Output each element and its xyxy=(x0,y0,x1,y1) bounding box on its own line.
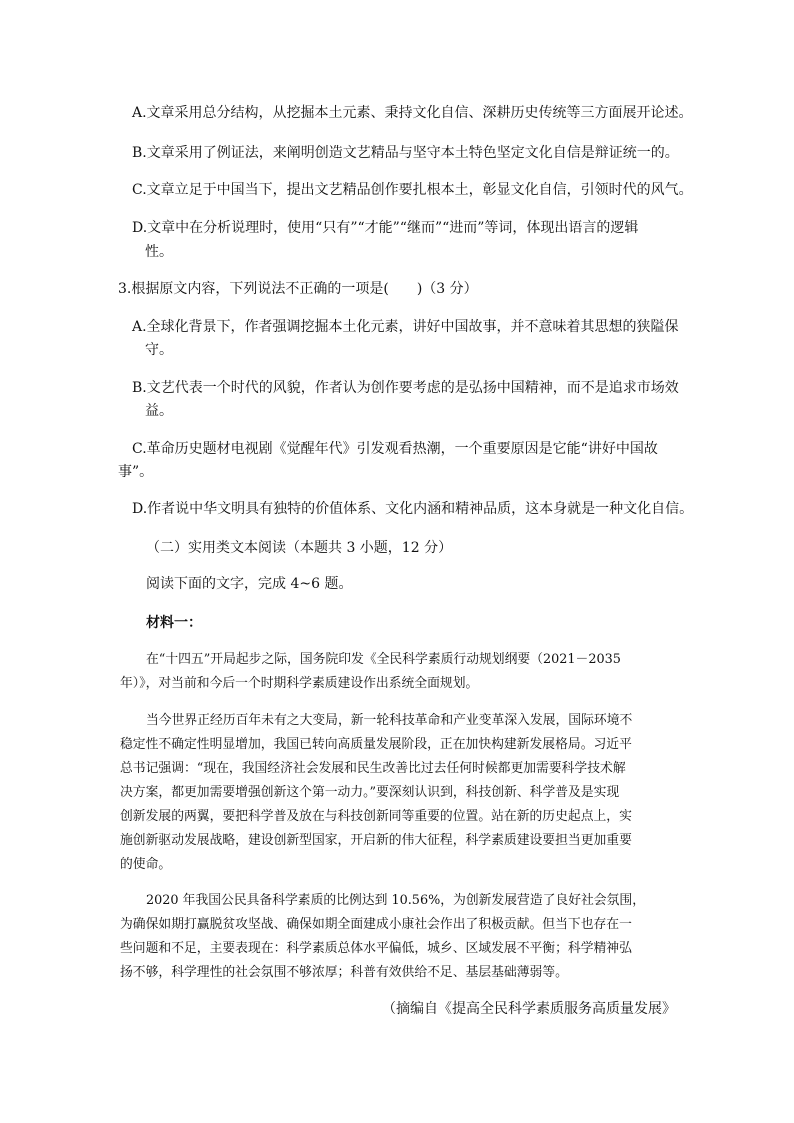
reading-instruction: 阅读下面的文字，完成 4~6 题。 xyxy=(146,576,353,592)
material1-p2-line5: 创新发展的两翼，要把科学普及放在与科技创新同等重要的位置。站在新的历史起点上，实 xyxy=(120,809,632,824)
q3-stem: 3.根据原文内容，下列说法不正确的一项是( )（3 分） xyxy=(118,281,478,297)
material1-source: （摘编自《提高全民科学素质服务高质量发展》 xyxy=(382,1001,676,1017)
material1-p3-line4: 扬不够，科学理性的社会氛围不够浓厚；科普有效供给不足、基层基础薄弱等。 xyxy=(120,965,568,980)
q2-option-c: C.文章立足于中国当下，提出文艺精品创作要扎根本土，彰显文化自信，引领时代的风气。 xyxy=(132,182,693,198)
q3-option-c-line1: C.革命历史题材电视剧《觉醒年代》引发观看热潮，一个重要原因是它能“讲好中国故 xyxy=(132,441,658,457)
material1-p3-line3: 些问题和不足，主要表现在：科学素质总体水平偏低，城乡、区域发展不平衡；科学精神弘 xyxy=(120,941,632,956)
section-heading: （二）实用类文本阅读（本题共 3 小题，12 分） xyxy=(146,540,453,556)
q3-option-c-line2: 事”。 xyxy=(118,464,154,480)
q3-option-d: D.作者说中华文明具有独特的价值体系、文化内涵和精神品质，这本身就是一种文化自信。 xyxy=(132,501,694,517)
material1-p3-line1: 2020 年我国公民具备科学素质的比例达到 10.56%，为创新发展营造了良好社会氛围， xyxy=(146,893,645,908)
q3-option-a-line2: 守。 xyxy=(145,342,173,358)
material1-p2-line2: 稳定性不确定性明显增加，我国已转向高质量发展阶段，正在加快构建新发展格局。习近平 xyxy=(120,737,632,752)
material1-p2-line4: 决方案，都更加需要增强创新这个第一动力。”要深刻认识到，科技创新、科学普及是实现 xyxy=(120,785,620,800)
q2-option-b: B.文章采用了例证法，来阐明创造文艺精品与坚守本土特色坚定文化自信是辩证统一的。 xyxy=(132,145,679,161)
material-title: 材料一： xyxy=(146,615,202,631)
material1-p1-line2: 年）》，对当前和今后一个时期科学素质建设作出系统全面规划。 xyxy=(120,676,479,691)
material1-p2-line6: 施创新驱动发展战略，建设创新型国家，开启新的伟大征程，科学素质建设要担当更加重要 xyxy=(120,833,632,848)
q3-option-b-line1: B.文艺代表一个时代的风貌，作者认为创作要考虑的是弘扬中国精神，而不是追求市场效 xyxy=(132,380,679,396)
q2-option-d-line1: D.文章中在分析说理时，使用“只有”“才能”“继而”“进而”等词，体现出语言的逻辑 xyxy=(132,220,639,236)
q2-option-d-line2: 性。 xyxy=(145,244,173,260)
material1-p1-line1: 在“十四五”开局起步之际，国务院印发《全民科学素质行动规划纲要（2021－2035 xyxy=(146,652,621,667)
material1-p2-line3: 总书记强调：“现在，我国经济社会发展和民生改善比过去任何时候都更加需要科学技术解 xyxy=(120,761,626,776)
q3-option-b-line2: 益。 xyxy=(145,403,173,419)
q3-option-a-line1: A.全球化背景下，作者强调挖掘本土化元素，讲好中国故事，并不意味着其思想的狭隘保 xyxy=(132,319,679,335)
material1-p2-line7: 的使命。 xyxy=(120,857,172,872)
material1-p2-line1: 当今世界正经历百年未有之大变局，新一轮科技革命和产业变革深入发展，国际环境不 xyxy=(146,713,633,728)
q2-option-a: A.文章采用总分结构，从挖掘本土元素、秉持文化自信、深耕历史传统等三方面展开论述。 xyxy=(132,105,693,121)
material1-p3-line2: 为确保如期打赢脱贫攻坚战、确保如期全面建成小康社会作出了积极贡献。但当下也存在一 xyxy=(120,917,632,932)
